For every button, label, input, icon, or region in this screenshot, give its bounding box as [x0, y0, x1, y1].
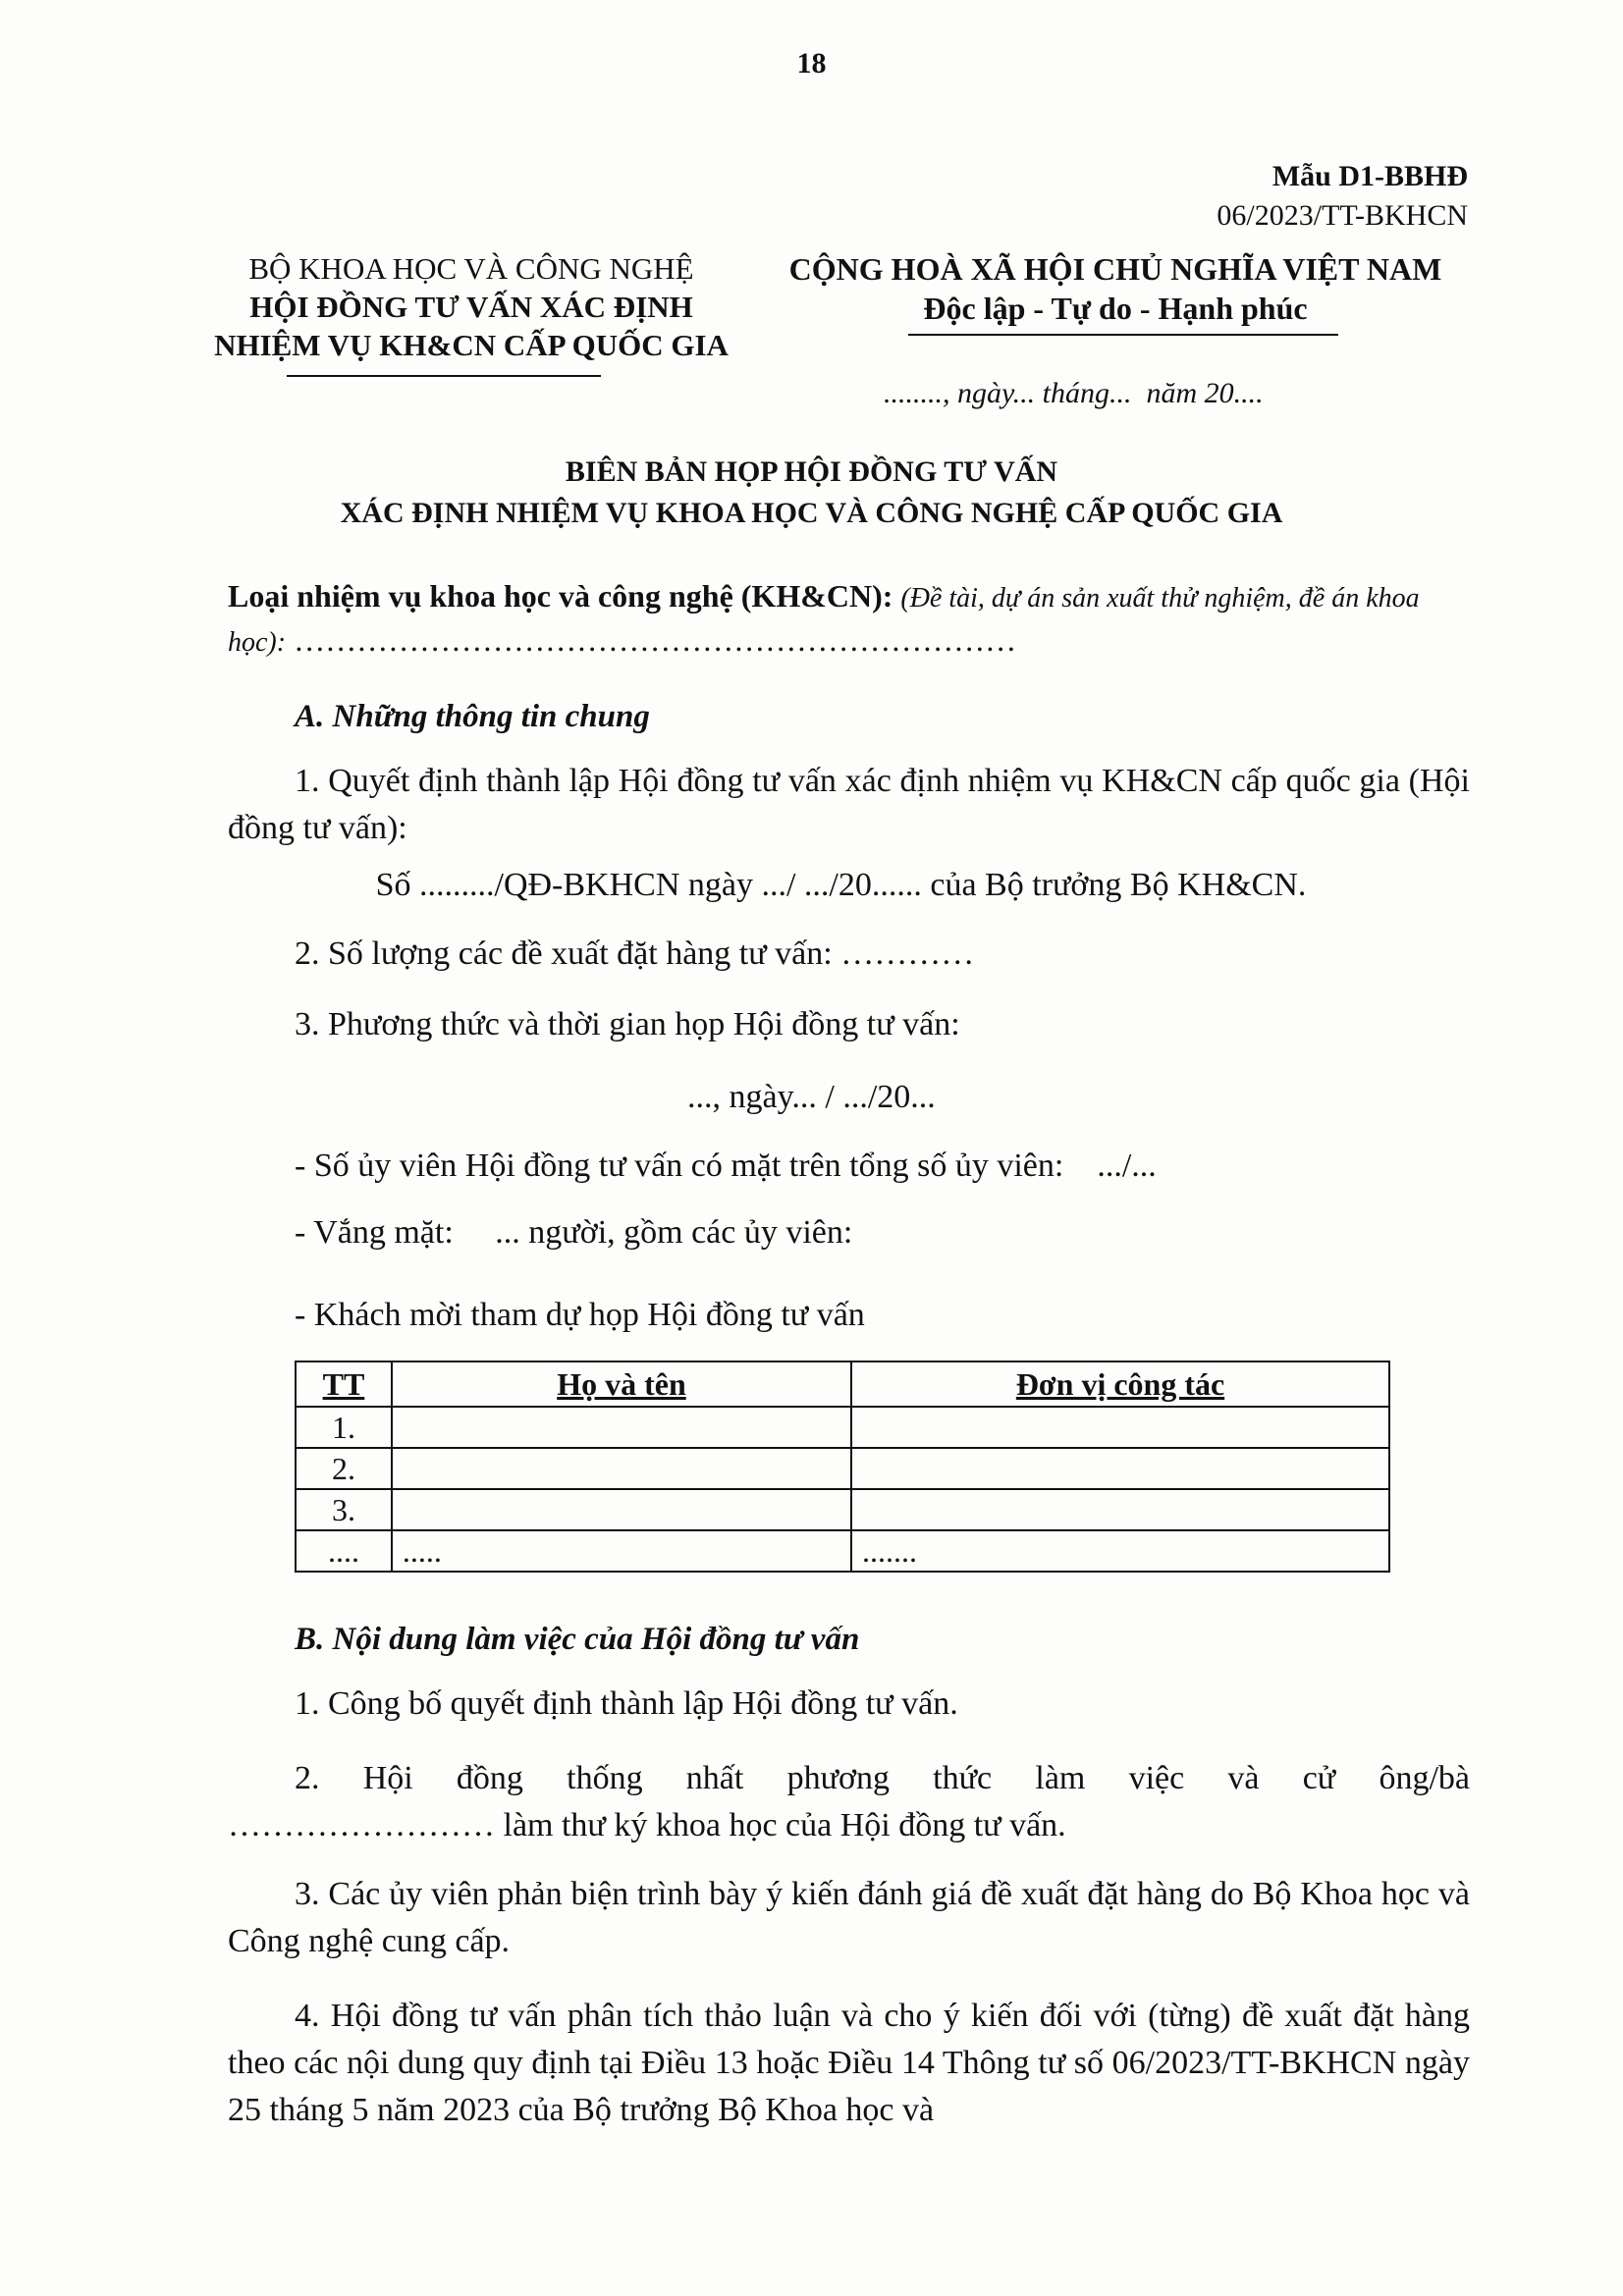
row-workplace: ....... [851, 1530, 1389, 1572]
absent-members-line: - Vắng mặt: ... người, gồm các ủy viên: [295, 1214, 853, 1251]
decision-number-line: Số ........./QĐ-BKHCN ngày .../ .../20...... của Bộ trưởng Bộ KH&CN. [375, 867, 1307, 903]
guests-table [295, 1361, 1390, 1573]
row-workplace [851, 1448, 1389, 1489]
section-b-item3: 3. Các ủy viên phản biện trình bày ý kiến đánh giá đề xuất đặt hàng do Bộ Khoa học và Công nghệ cung cấp. [228, 1876, 1470, 1959]
section-b-item1: 1. Công bố quyết định thành lập Hội đồng tư vấn. [295, 1685, 958, 1722]
form-code: Mẫu D1-BBHĐ [1271, 160, 1468, 192]
row-workplace [851, 1489, 1389, 1530]
table-header-row [296, 1362, 1389, 1407]
issuer-council-line1: HỘI ĐỒNG TƯ VẤN XÁC ĐỊNH [249, 290, 693, 324]
issuer-council-line2: NHIỆM VỤ KH&CN CẤP QUỐC GIA [214, 328, 729, 362]
row-full-name [392, 1489, 851, 1530]
row-full-name [392, 1448, 851, 1489]
place-date-line: ........, ngày... tháng... năm 20.... [884, 377, 1264, 409]
row-full-name: ..... [392, 1530, 851, 1572]
issuer-underline [287, 375, 601, 377]
section-b-item2-line2: …………………… làm thư ký khoa học của Hội đồng tư vấn. [228, 1807, 1066, 1843]
row-index: 2. [296, 1448, 392, 1489]
table-row [296, 1530, 1389, 1572]
row-index: 1. [296, 1407, 392, 1448]
meeting-date-line: ..., ngày... / .../20... [687, 1079, 936, 1115]
section-b-heading: B. Nội dung làm việc của Hội đồng tư vấn [295, 1622, 860, 1657]
row-full-name [392, 1407, 851, 1448]
table-row [296, 1489, 1389, 1530]
section-a-item2: 2. Số lượng các đề xuất đặt hàng tư vấn: ………… [295, 935, 975, 972]
members-present-line: - Số ủy viên Hội đồng tư vấn có mặt trên tổng số ủy viên: .../... [295, 1148, 1157, 1184]
title-line2: XÁC ĐỊNH NHIỆM VỤ KHOA HỌC VÀ CÔNG NGHỆ CẤP QUỐC GIA [340, 497, 1283, 529]
header-index: TT [296, 1362, 392, 1407]
guests-line: - Khách mời tham dự họp Hội đồng tư vấn [295, 1297, 865, 1333]
issuer-ministry: BỘ KHOA HỌC VÀ CÔNG NGHỆ [248, 251, 694, 286]
section-b-item4: 4. Hội đồng tư vấn phân tích thảo luận và cho ý kiến đối với (từng) đề xuất đặt hàng theo các nội dung quy định tại Điều 13 hoặc Điều 14 Thông tư số 06/2023/TT-BKHCN ngày 25 tháng 5 năm 2023 của Bộ trưởng Bộ Khoa học và [228, 1998, 1470, 2128]
header-full-name: Họ và tên [392, 1362, 851, 1407]
section-a-item3: 3. Phương thức và thời gian họp Hội đồng tư vấn: [295, 1006, 960, 1042]
row-index: 3. [296, 1489, 392, 1530]
form-reference: 06/2023/TT-BKHCN [1217, 199, 1468, 232]
table-row [296, 1448, 1389, 1489]
nation-name: CỘNG HOÀ XÃ HỘI CHỦ NGHĨA VIỆT NAM [788, 251, 1442, 287]
task-type-hint: (Đề tài, dự án sản xuất thử nghiệm, đề án khoa học): [228, 583, 1420, 658]
section-a-heading: A. Những thông tin chung [295, 699, 650, 734]
document-title [0, 452, 1623, 534]
nation-motto: Độc lập - Tự do - Hạnh phúc [923, 291, 1308, 326]
header-workplace: Đơn vị công tác [851, 1362, 1389, 1407]
section-b-item2-line1: 2. Hội đồng thống nhất phương thức làm việc và cử ông/bà [295, 1760, 1470, 1796]
title-line1: BIÊN BẢN HỌP HỘI ĐỒNG TƯ VẤN [565, 455, 1058, 488]
page-number: 18 [796, 47, 827, 80]
task-type-label: Loại nhiệm vụ khoa học và công nghệ (KH&CN): [228, 578, 893, 614]
section-a-item1: 1. Quyết định thành lập Hội đồng tư vấn xác định nhiệm vụ KH&CN cấp quốc gia (Hội đồng tư vấn): [228, 763, 1470, 846]
task-type-dots: …………………………………………………………… [286, 622, 1017, 658]
motto-underline [908, 334, 1338, 336]
table-row [296, 1407, 1389, 1448]
row-workplace [851, 1407, 1389, 1448]
issuing-agency [172, 249, 771, 364]
row-index: .... [296, 1530, 392, 1572]
task-type-field [228, 575, 1470, 664]
national-header [772, 249, 1459, 328]
